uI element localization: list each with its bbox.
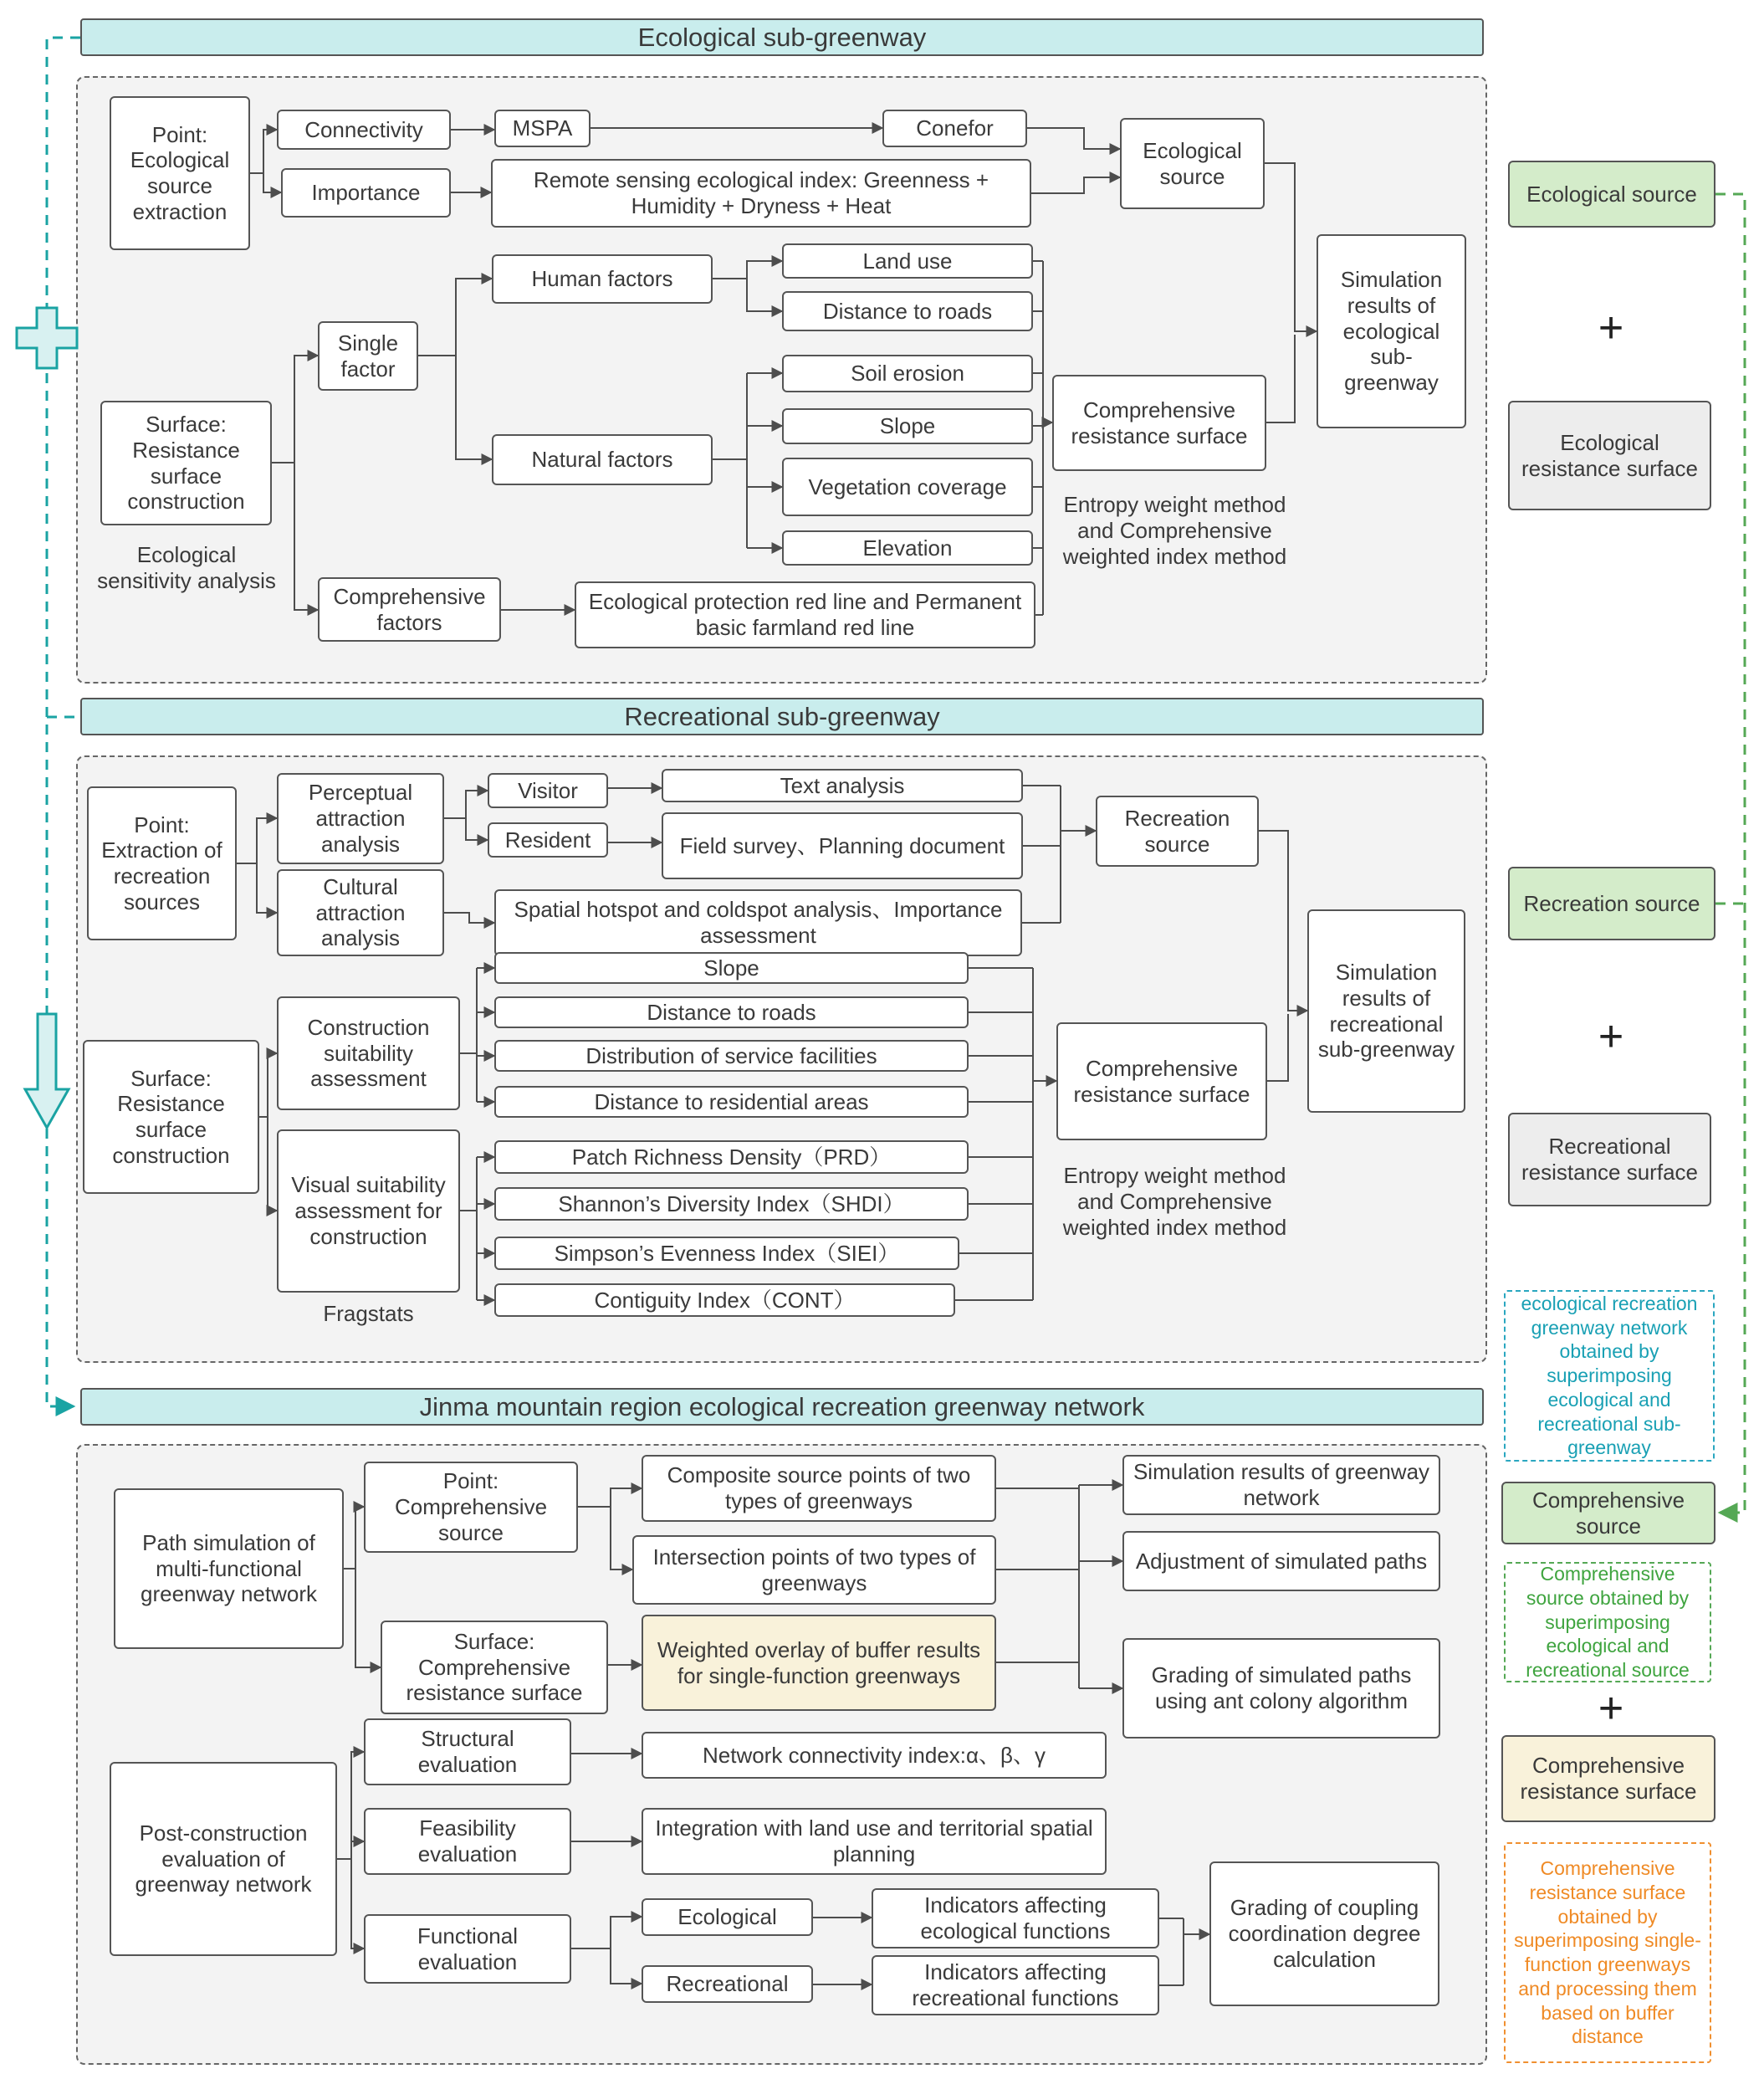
box-land-use: Land use bbox=[782, 243, 1033, 279]
side-eco-resistance: Ecological resistance surface bbox=[1508, 401, 1711, 510]
box-composite-points: Composite source points of two types of greenways bbox=[642, 1455, 996, 1522]
box-integration-planning: Integration with land use and territorial spatial planning bbox=[642, 1808, 1107, 1875]
box-service-facilities: Distribution of service facilities bbox=[494, 1040, 969, 1072]
box-eco-simulation: Simulation results of ecological sub-greenway bbox=[1317, 234, 1466, 428]
box-connectivity: Connectivity bbox=[277, 110, 451, 150]
down-arrow-icon bbox=[25, 1014, 69, 1128]
box-path-simulation: Path simulation of multi-functional greenway network bbox=[114, 1488, 344, 1649]
box-slope: Slope bbox=[782, 408, 1033, 444]
side-comprehensive-source: Comprehensive source bbox=[1501, 1482, 1715, 1544]
box-weighted-overlay: Weighted overlay of buffer results for single-function greenways bbox=[642, 1615, 996, 1711]
box-functional-evaluation: Functional evaluation bbox=[364, 1914, 571, 1984]
box-rec-comp-resistance: Comprehensive resistance surface bbox=[1056, 1022, 1267, 1140]
box-rec-slope: Slope bbox=[494, 952, 969, 984]
box-human-factors: Human factors bbox=[492, 254, 713, 304]
box-importance: Importance bbox=[281, 168, 451, 218]
box-rec-point-extraction: Point: Extraction of recreation sources bbox=[87, 786, 237, 940]
eco-section-header: Ecological sub-greenway bbox=[80, 18, 1484, 56]
merge-plus-icon bbox=[17, 308, 77, 368]
box-mspa: MSPA bbox=[494, 110, 591, 147]
box-cont: Contiguity Index（CONT） bbox=[494, 1283, 955, 1317]
box-residential-areas: Distance to residential areas bbox=[494, 1086, 969, 1118]
box-field-survey: Field survey、Planning document bbox=[662, 812, 1023, 879]
box-rsei: Remote sensing ecological index: Greenness + Humidity + Dryness + Heat bbox=[491, 159, 1031, 228]
fragstats-note: Fragstats bbox=[323, 1301, 414, 1326]
box-rec-simulation: Simulation results of recreational sub-greenway bbox=[1307, 909, 1465, 1113]
box-intersection-points: Intersection points of two types of greenways bbox=[632, 1535, 996, 1605]
box-post-construction-eval: Post-construction evaluation of greenway network bbox=[110, 1762, 337, 1956]
side-rec-resistance: Recreational resistance surface bbox=[1508, 1113, 1711, 1206]
box-prd: Patch Richness Density（PRD） bbox=[494, 1140, 969, 1174]
box-rec-distance-roads: Distance to roads bbox=[494, 996, 969, 1028]
box-indicators-ecological: Indicators affecting ecological functions bbox=[872, 1888, 1159, 1948]
net-section-header: Jinma mountain region ecological recreation greenway network bbox=[80, 1388, 1484, 1426]
box-point-comprehensive-source: Point: Comprehensive source bbox=[364, 1462, 578, 1553]
eco-entropy-note: Entropy weight method and Comprehensive weighted index method bbox=[1062, 492, 1287, 570]
side-eco-source: Ecological source bbox=[1508, 161, 1715, 228]
box-soil-erosion: Soil erosion bbox=[782, 355, 1033, 392]
side-comp-resistance-note: Comprehensive resistance surface obtained by superimposing single-function greenways and processing them based on buffer distance bbox=[1504, 1842, 1711, 2063]
box-eco-point-extraction: Point: Ecological source extraction bbox=[110, 96, 250, 250]
box-grading-ant-colony: Grading of simulated paths using ant colony algorithm bbox=[1122, 1638, 1440, 1738]
box-visual-suitability: Visual suitability assessment for construction bbox=[277, 1129, 460, 1293]
box-elevation: Elevation bbox=[782, 530, 1033, 566]
side-rec-source: Recreation source bbox=[1508, 867, 1715, 940]
eco-sensitivity-note: Ecological sensitivity analysis bbox=[97, 542, 276, 594]
box-recreational-label: Recreational bbox=[642, 1965, 813, 2003]
box-ecological-label: Ecological bbox=[642, 1898, 813, 1936]
side-comprehensive-resistance: Comprehensive resistance surface bbox=[1501, 1735, 1715, 1822]
box-siei: Simpson’s Evenness Index（SIEI） bbox=[494, 1237, 959, 1270]
box-single-factor: Single factor bbox=[318, 321, 418, 391]
box-shdi: Shannon’s Diversity Index（SHDI） bbox=[494, 1187, 969, 1221]
box-visitor: Visitor bbox=[488, 773, 608, 808]
box-eco-surface-construction: Surface: Resistance surface construction bbox=[100, 401, 272, 525]
box-ecological-source: Ecological source bbox=[1120, 118, 1265, 209]
box-adjustment-paths: Adjustment of simulated paths bbox=[1122, 1531, 1440, 1591]
box-cultural-analysis: Cultural attraction analysis bbox=[277, 869, 444, 956]
rec-section-header: Recreational sub-greenway bbox=[80, 698, 1484, 735]
box-rec-surface-construction: Surface: Resistance surface construction bbox=[83, 1040, 259, 1194]
rec-entropy-note: Entropy weight method and Comprehensive weighted index method bbox=[1062, 1163, 1287, 1241]
side-comp-source-note: Comprehensive source obtained by superimposing ecological and recreational source bbox=[1504, 1562, 1711, 1682]
box-connectivity-index: Network connectivity index:α、β、γ bbox=[642, 1732, 1107, 1779]
plus-symbol-1: + bbox=[1598, 304, 1624, 352]
box-resident: Resident bbox=[488, 822, 608, 858]
box-spatial-hotspot: Spatial hotspot and coldspot analysis、Importance assessment bbox=[494, 889, 1022, 956]
green-flow-line bbox=[1715, 194, 1745, 1513]
box-text-analysis: Text analysis bbox=[662, 769, 1023, 802]
box-construction-suitability: Construction suitability assessment bbox=[277, 996, 460, 1110]
box-perceptual-analysis: Perceptual attraction analysis bbox=[277, 773, 444, 864]
box-network-sim-results: Simulation results of greenway network bbox=[1122, 1455, 1440, 1515]
box-surface-comp-resistance: Surface: Comprehensive resistance surface bbox=[381, 1621, 608, 1714]
box-indicators-recreational: Indicators affecting recreational functions bbox=[872, 1955, 1159, 2015]
teal-flow-line bbox=[47, 38, 80, 1406]
plus-symbol-2: + bbox=[1598, 1012, 1624, 1061]
box-feasibility-evaluation: Feasibility evaluation bbox=[364, 1808, 571, 1875]
box-conefor: Conefor bbox=[882, 110, 1027, 147]
box-distance-to-roads: Distance to roads bbox=[782, 291, 1033, 331]
box-vegetation-coverage: Vegetation coverage bbox=[782, 458, 1033, 516]
box-comprehensive-factors: Comprehensive factors bbox=[318, 577, 501, 642]
box-natural-factors: Natural factors bbox=[492, 434, 713, 485]
box-structural-evaluation: Structural evaluation bbox=[364, 1718, 571, 1785]
box-recreation-source: Recreation source bbox=[1096, 796, 1259, 867]
box-eco-comp-resistance: Comprehensive resistance surface bbox=[1052, 375, 1266, 471]
box-red-line: Ecological protection red line and Permanent basic farmland red line bbox=[575, 581, 1035, 648]
box-grading-coupling: Grading of coupling coordination degree calculation bbox=[1209, 1861, 1439, 2006]
plus-symbol-3: + bbox=[1598, 1684, 1624, 1733]
side-network-note: ecological recreation greenway network obtained by superimposing ecological and recreational sub-greenway bbox=[1504, 1290, 1715, 1462]
